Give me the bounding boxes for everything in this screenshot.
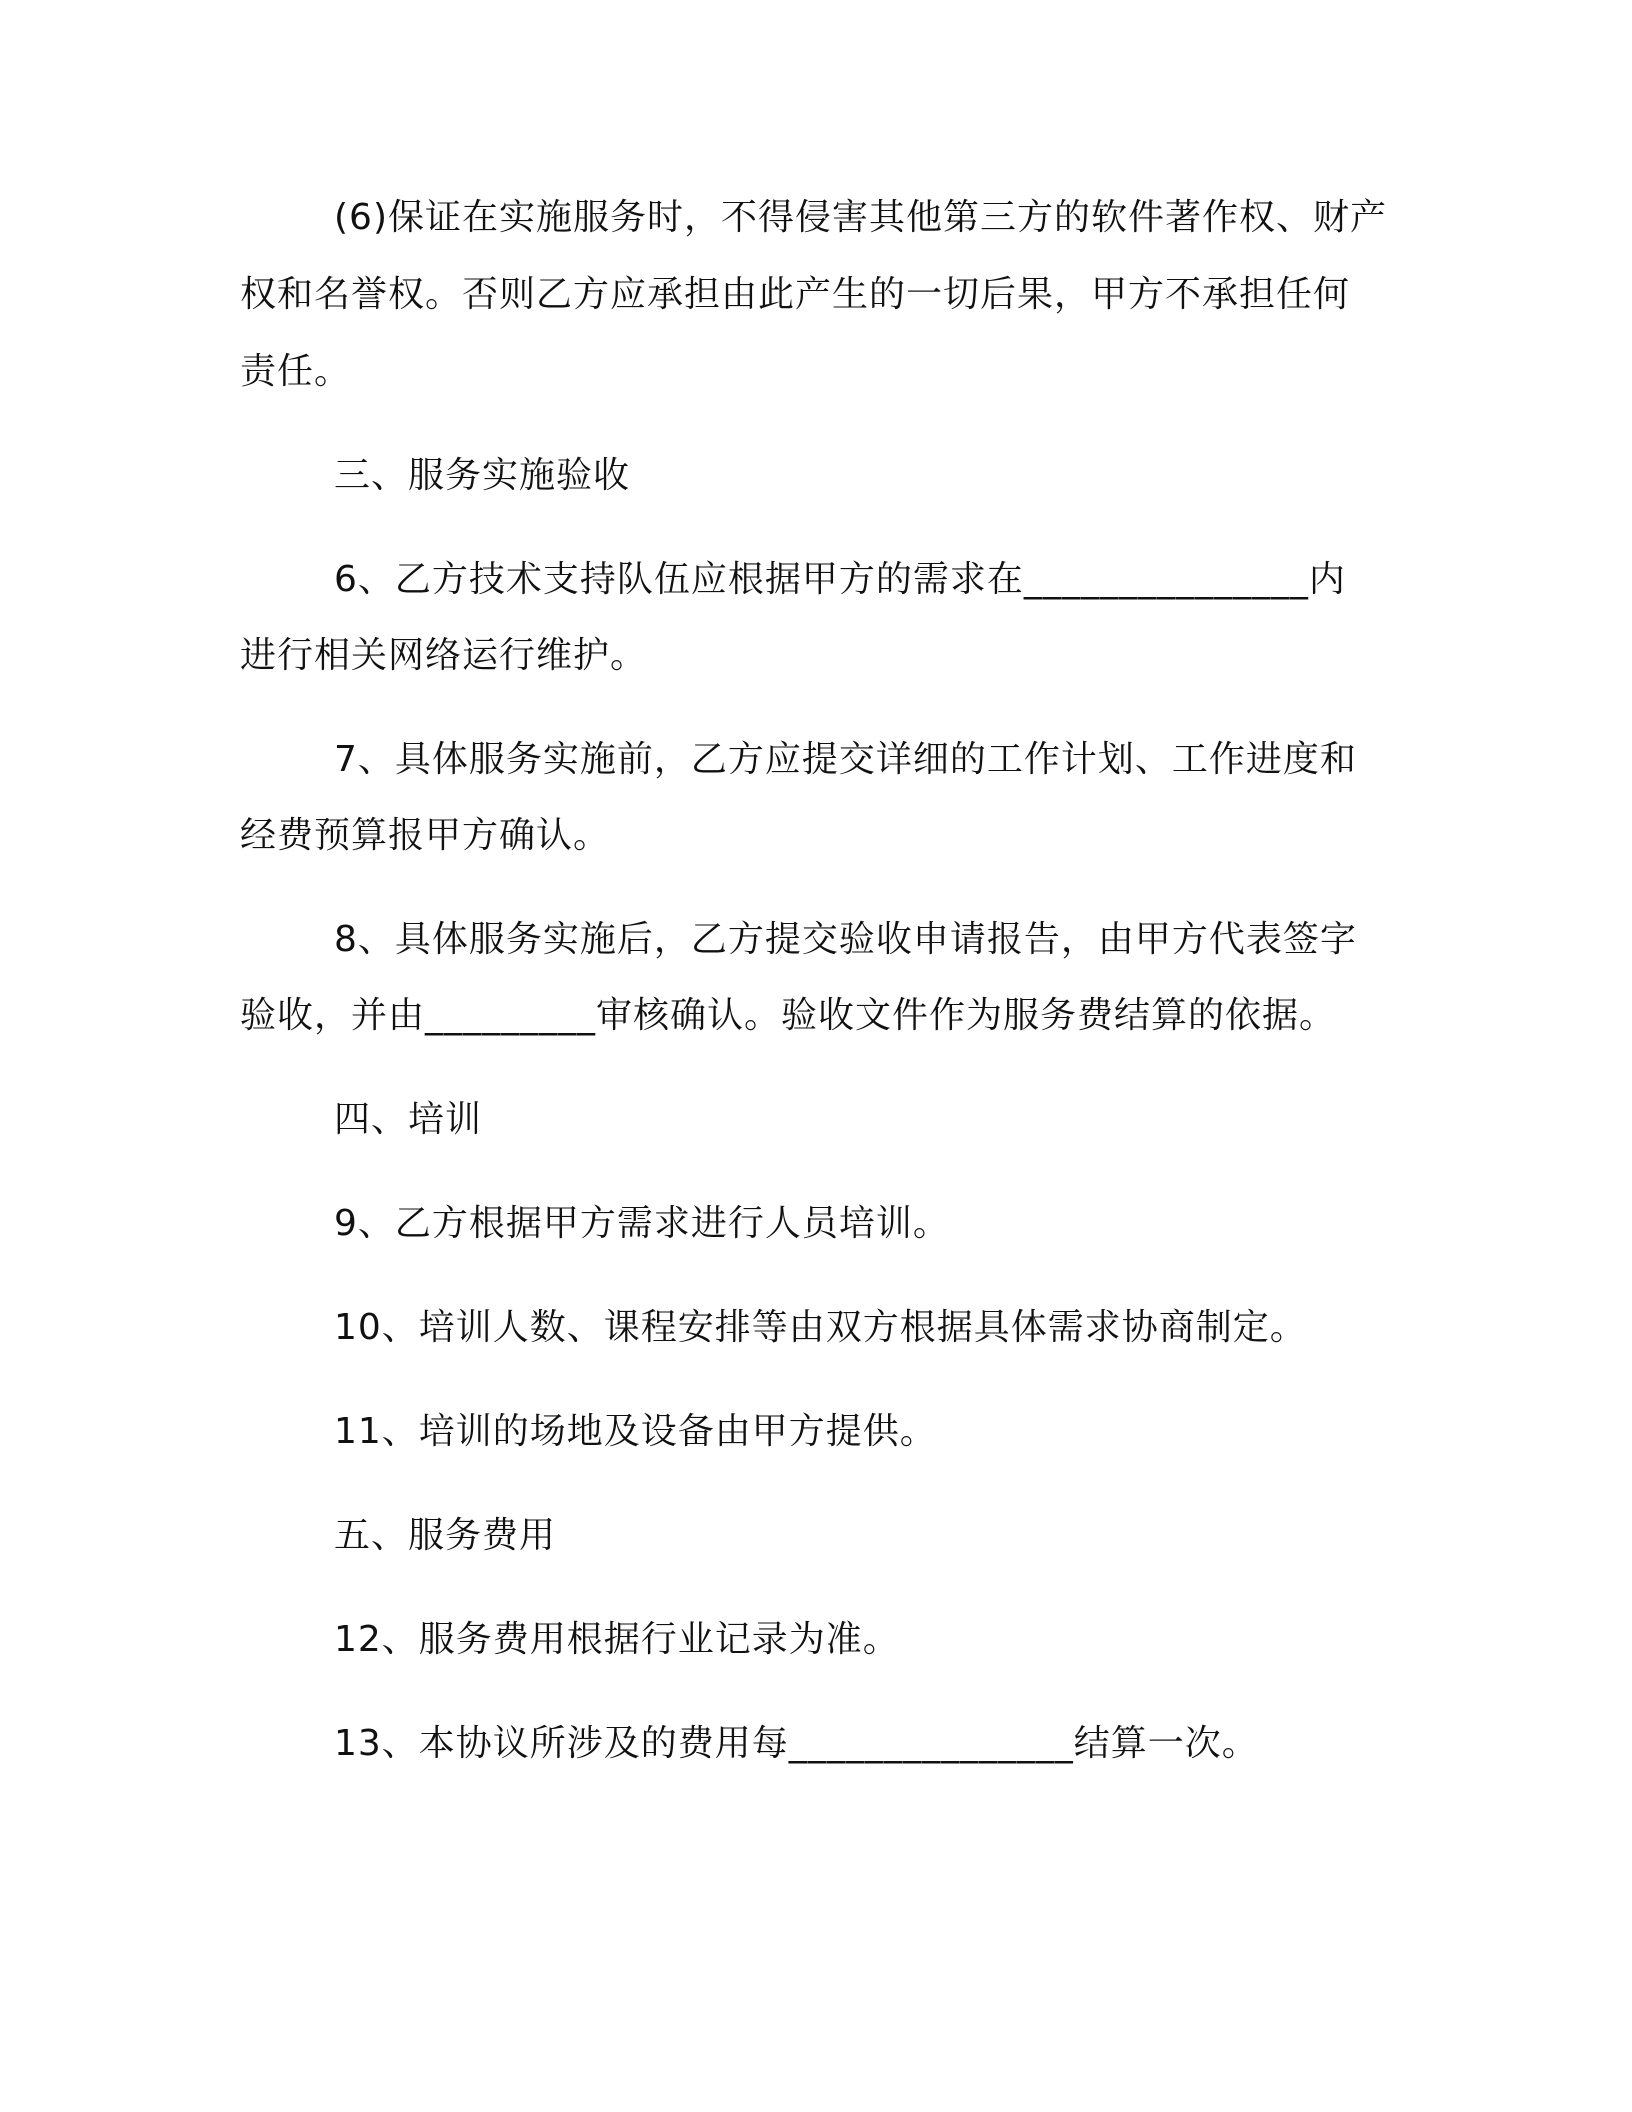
paragraph-6-line-2: 权和名誉权。否则乙方应承担由此产生的一切后果，甲方不承担任何: [240, 274, 1351, 315]
paragraph-6-line-3: 责任。: [240, 351, 352, 392]
clause-13: 13、本协议所涉及的费用每_______________结算一次。: [334, 1723, 1259, 1764]
clause-8-line-2: 验收，并由_________审核确认。验收文件作为服务费结算的依据。: [240, 995, 1337, 1036]
clause-7-line-1: 7、具体服务实施前，乙方应提交详细的工作计划、工作进度和: [334, 739, 1357, 780]
clause-6-line-2: 进行相关网络运行维护。: [240, 635, 648, 676]
clause-8-line-1: 8、具体服务实施后，乙方提交验收申请报告，由甲方代表签字: [334, 919, 1357, 960]
clause-6-line-1: 6、乙方技术支持队伍应根据甲方的需求在_______________内: [334, 559, 1346, 600]
clause-12: 12、服务费用根据行业记录为准。: [334, 1619, 900, 1660]
section-heading-4: 四、培训: [334, 1099, 483, 1140]
section-heading-5: 五、服务费用: [334, 1515, 557, 1556]
clause-11: 11、培训的场地及设备由甲方提供。: [334, 1411, 937, 1452]
paragraph-6-line-1: (6)保证在实施服务时，不得侵害其他第三方的软件著作权、财产: [334, 197, 1387, 238]
clause-9: 9、乙方根据甲方需求进行人员培训。: [334, 1203, 950, 1244]
clause-10: 10、培训人数、课程安排等由双方根据具体需求协商制定。: [334, 1307, 1307, 1348]
clause-7-line-2: 经费预算报甲方确认。: [240, 815, 611, 856]
section-heading-3: 三、服务实施验收: [334, 455, 631, 496]
